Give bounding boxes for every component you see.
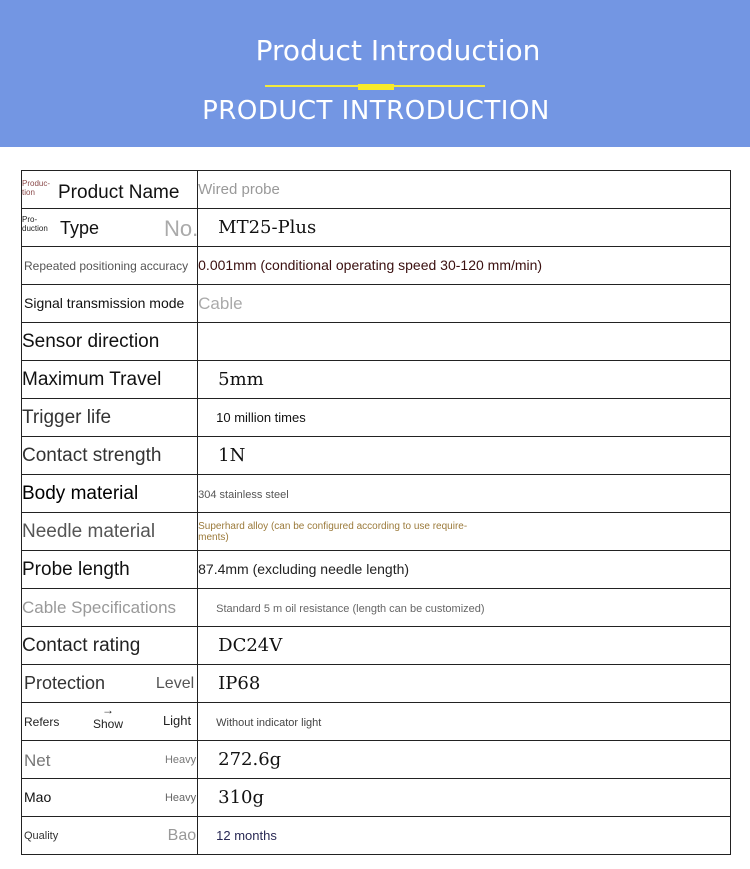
row-value: 1N <box>218 445 246 466</box>
table-row <box>22 513 731 551</box>
table-row <box>22 399 731 437</box>
row-label-suffix: Bao <box>167 827 197 844</box>
row-label: Maximum Travel <box>22 368 162 390</box>
row-label: Sensor direction <box>22 330 160 352</box>
label-cell <box>22 171 198 209</box>
row-label: Net <box>24 751 51 770</box>
value-cell <box>198 741 731 779</box>
spec-table <box>21 170 731 855</box>
row-value: Wired probe <box>198 180 280 198</box>
page-title: Product Introduction <box>255 34 541 67</box>
table-row <box>22 741 731 779</box>
row-value: 304 stainless steel <box>198 488 289 501</box>
row-label-suffix: Light <box>162 713 192 728</box>
label-cell <box>22 399 198 437</box>
row-label: Cable Specifications <box>22 597 177 617</box>
table-row <box>22 475 731 513</box>
row-value: 10 million times <box>216 409 306 425</box>
value-cell <box>198 361 731 399</box>
row-label: Needle material <box>22 520 156 542</box>
label-cell <box>22 361 198 399</box>
table-row <box>22 703 731 741</box>
label-cell <box>22 703 198 741</box>
row-value: Standard 5 m oil resistance (length can be customized) <box>216 602 485 615</box>
label-cell <box>22 551 198 589</box>
row-label: Contact strength <box>22 444 162 466</box>
value-cell <box>198 247 731 285</box>
value-cell <box>198 665 731 703</box>
label-cell <box>22 627 198 665</box>
value-cell <box>198 817 731 855</box>
row-label: Quality <box>24 830 59 842</box>
label-cell <box>22 817 198 855</box>
value-cell <box>198 703 731 741</box>
label-cell <box>22 665 198 703</box>
row-label: Mao <box>24 789 52 805</box>
label-cell <box>22 475 198 513</box>
label-cell <box>22 589 198 627</box>
row-label: Trigger life <box>22 406 112 428</box>
value-cell <box>198 589 731 627</box>
table-row <box>22 209 731 247</box>
value-cell <box>198 627 731 665</box>
table-row <box>22 285 731 323</box>
table-row <box>22 361 731 399</box>
row-label: Repeated positioning accuracy <box>24 258 189 273</box>
table-row <box>22 627 731 665</box>
row-label: Contact rating <box>22 634 141 656</box>
row-value: 0.001mm (conditional operating speed 30-120 mm/min) <box>198 256 543 273</box>
label-cell <box>22 779 198 817</box>
row-value: Cable <box>198 293 243 313</box>
row-value: DC24V <box>218 635 283 656</box>
row-value: MT25-Plus <box>218 217 317 238</box>
value-cell <box>198 399 731 437</box>
row-value: 12 months <box>216 827 277 843</box>
label-cell <box>22 323 198 361</box>
row-label: Protection <box>24 673 106 693</box>
row-prefix: Produc- tion <box>22 179 51 197</box>
row-label: Type <box>60 218 100 238</box>
value-cell <box>198 779 731 817</box>
label-cell <box>22 247 198 285</box>
row-value: 272.6g <box>218 749 282 770</box>
row-label: Signal transmission mode <box>24 294 185 311</box>
row-prefix: Pro- duction <box>22 215 48 233</box>
table-row <box>22 171 731 209</box>
header-banner <box>0 0 750 147</box>
table-row <box>22 817 731 855</box>
value-cell <box>198 285 731 323</box>
value-cell <box>198 209 731 247</box>
row-label-suffix: Level <box>155 675 195 692</box>
table-row <box>22 589 731 627</box>
label-cell <box>22 209 198 247</box>
row-label: Body material <box>22 482 139 504</box>
title-divider-accent <box>358 84 394 90</box>
table-row <box>22 323 731 361</box>
table-row <box>22 247 731 285</box>
table-row <box>22 779 731 817</box>
row-label: Refers <box>24 715 60 729</box>
page-subtitle: PRODUCT INTRODUCTION <box>202 96 550 126</box>
row-label-extra: No. <box>164 216 199 241</box>
label-cell <box>22 285 198 323</box>
row-label: Product Name <box>58 182 180 203</box>
row-value: IP68 <box>218 673 261 694</box>
row-label-suffix: Heavy <box>164 792 197 804</box>
row-value: 310g <box>218 787 265 808</box>
table-row <box>22 437 731 475</box>
row-value: 5mm <box>218 369 264 390</box>
row-label-suffix: Heavy <box>164 754 197 766</box>
value-cell <box>198 171 731 209</box>
row-value: Without indicator light <box>216 716 322 729</box>
row-value: 87.4mm (excluding needle length) <box>198 560 410 577</box>
arrow-icon: → <box>102 703 114 717</box>
table-row <box>22 665 731 703</box>
value-cell <box>198 513 731 551</box>
row-label-mid: Show <box>93 717 124 731</box>
row-value: Superhard alloy (can be configured according to use require- ments) <box>198 520 468 543</box>
value-cell <box>198 437 731 475</box>
value-cell <box>198 475 731 513</box>
label-cell <box>22 437 198 475</box>
value-cell <box>198 551 731 589</box>
value-cell <box>198 323 731 361</box>
row-label: Probe length <box>22 558 130 580</box>
label-cell <box>22 741 198 779</box>
label-cell <box>22 513 198 551</box>
table-row <box>22 551 731 589</box>
